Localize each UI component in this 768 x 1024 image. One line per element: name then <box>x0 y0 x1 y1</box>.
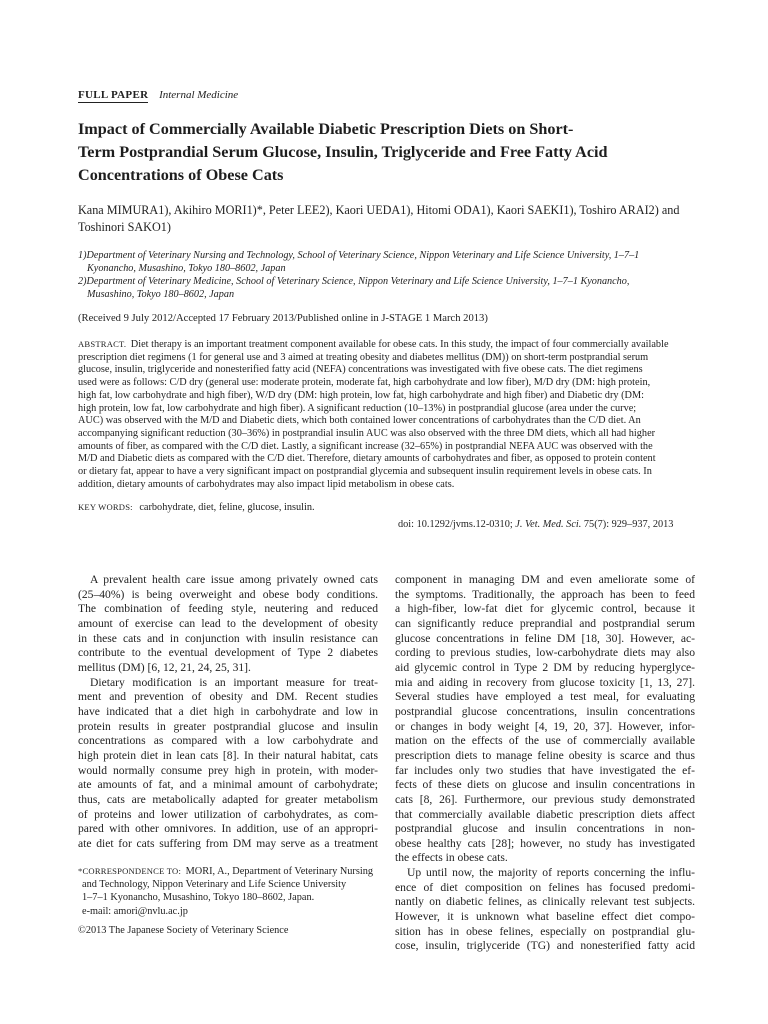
body-line: (25–40%) is being overweight and obese body conditions. <box>78 587 378 601</box>
correspondence-line: e-mail: amori@nvlu.ac.jp <box>82 905 188 917</box>
abstract-line: high fat, low carbohydrate and high fiber), W/D dry (DM: high protein, low fat, high carbohydrate and high fiber) and Diabetic dry (DM: <box>78 389 644 401</box>
body-line: ate amounts of fat, and a minimal amount of carbohydrate; <box>78 778 378 792</box>
body-column-right <box>395 573 695 954</box>
body-line: postprandial glucose concentrations, insulin concentrations <box>395 704 695 718</box>
body-line: The combination of feeding style, neutering and reduced <box>78 602 378 616</box>
body-line: the symptoms. Traditionally, the approach has been to feed <box>395 587 695 601</box>
body-line: nantly on diabetic felines, as clinically relevant test subjects. <box>395 895 695 909</box>
body-column-left <box>78 573 378 851</box>
paper-header <box>78 89 238 101</box>
doi-citation <box>398 519 673 530</box>
body-line: or changes in body weight [4, 19, 20, 37]. However, infor- <box>395 719 695 733</box>
keywords <box>78 502 315 513</box>
abstract-line: AUC) was observed with the M/D and Diabetic diets, which both contained lower concentrations of carbohydrates than the C/D diet. An <box>78 415 641 427</box>
body-line: mation on the effects of the use of commercially available <box>395 734 695 748</box>
affiliation-line: Kyonancho, Musashino, Tokyo 180–8602, Japan <box>87 263 286 274</box>
abstract-line: prescription diet regimens (1 for general use and 3 aimed at treating obesity and diabetes mellitus (DM)) on short-term postprandial serum <box>78 351 649 363</box>
body-line: aid glycemic control in Type 2 DM by reducing hyperglyce- <box>395 660 695 674</box>
doi-prefix: doi: 10.1292/jvms.12-0310; <box>398 519 516 530</box>
affiliations <box>78 249 688 301</box>
body-line: mia and aiding in recovery from glucose toxicity [1, 13, 27]. <box>395 675 695 689</box>
body-line: postprandial glucose and insulin concentrations in non- <box>395 822 695 836</box>
title-line: Concentrations of Obese Cats <box>78 166 284 184</box>
copyright: ©2013 The Japanese Society of Veterinary Science <box>78 925 289 936</box>
section-label: FULL PAPER <box>78 89 149 101</box>
body-line: cording to previous studies, low-carbohydrate diets may also <box>395 646 695 660</box>
body-line: have indicated that a diet high in carbohydrate and low in <box>78 704 378 718</box>
body-line: mellitus (DM) [6, 12, 21, 24, 25, 31]. <box>78 660 251 674</box>
category-label: Internal Medicine <box>159 89 239 101</box>
affiliation-line: 1)Department of Veterinary Nursing and Technology, School of Veterinary Science, Nippon Veterinary and Life Science University, 1–7–1 <box>78 250 640 261</box>
body-line: Several studies have employed a test meal, for evaluating <box>395 690 695 704</box>
affiliation-line: 2)Department of Veterinary Medicine, School of Veterinary Science, Nippon Veterinary and Life Science University, 1–7–1 Kyonancho, <box>78 276 630 287</box>
doi-suffix: 75(7): 929–937, 2013 <box>581 519 674 530</box>
body-line: can significantly reduce preprandial and postprandial serum <box>395 616 695 630</box>
body-line: sition has in obese felines, especially on postprandial glu- <box>395 924 695 938</box>
body-line: that commercially available diabetic prescription diets affect <box>395 807 695 821</box>
body-line: Dietary modification is an important measure for treat- <box>90 675 378 689</box>
abstract-line: used were as follows: C/D dry (general use: moderate protein, moderate fat, high carbohydrate and low fiber), M/D dry (DM: high protein, <box>78 377 651 389</box>
paper-title <box>78 118 688 187</box>
abstract-line: addition, dietary amounts of carbohydrates may also impact lipid metabolism in obese cats. <box>78 478 455 490</box>
body-line: prescription diets to manage feline obesity is scarce and thus <box>395 748 695 762</box>
body-line: of proteins and lower utilization of carbohydrates, as com- <box>78 807 378 821</box>
abstract <box>78 338 690 491</box>
body-line: ment and prevention of obesity and DM. Recent studies <box>78 690 378 704</box>
body-line: a high-fiber, low-fat diet for glycemic control, because it <box>395 602 695 616</box>
body-line: amount of exercise can lead to the development of obesity <box>78 616 378 630</box>
received-dates: (Received 9 July 2012/Accepted 17 February 2013/Published online in J-STAGE 1 March 2013) <box>78 313 488 324</box>
title-line: Impact of Commercially Available Diabetic Prescription Diets on Short- <box>78 120 574 138</box>
body-line: glucose concentrations in feline DM [18, 30]. However, ac- <box>395 631 695 645</box>
body-line: ence of diet composition on felines has focused predomi- <box>395 880 695 894</box>
journal-name: J. Vet. Med. Sci. <box>515 519 582 530</box>
body-line: concentrations as compared with a low carbohydrate and <box>78 734 378 748</box>
author-list <box>78 202 688 236</box>
body-line: thus, cats are metabolically adapted for greater metabolism <box>78 792 378 806</box>
body-line: contribute to the eventual development of Type 2 diabetes <box>78 646 378 660</box>
abstract-line: high protein, low fat, low carbohydrate and high fiber). A significant reduction (10–13%) in postprandial glucose (area under the curve; <box>78 402 637 414</box>
body-line: Up until now, the majority of reports concerning the influ- <box>407 866 695 880</box>
keywords-label: KEY WORDS: <box>78 502 133 512</box>
correspondence <box>78 865 388 918</box>
body-line: pared with other omnivores. In addition, use of an appropri- <box>78 822 378 836</box>
correspondence-label: *CORRESPONDENCE TO: <box>78 866 182 876</box>
author-line: Toshinori SAKO1) <box>78 220 171 234</box>
abstract-line: amounts of fiber, as compared with the C/D diet. Lastly, a significant increase (32–65%) in postprandial NEFA AUC was observed with the <box>78 440 653 452</box>
correspondence-line: 1–7–1 Kyonancho, Musashino, Tokyo 180–8602, Japan. <box>82 892 315 904</box>
body-line: A prevalent health care issue among privately owned cats <box>90 573 378 586</box>
body-line: cats [8, 26]. Furthermore, our previous study demonstrated <box>395 792 695 806</box>
correspondence-line: MORI, A., Department of Veterinary Nursing <box>185 866 374 877</box>
body-line: component in managing DM and even ameliorate some of <box>395 573 695 586</box>
title-line: Term Postprandial Serum Glucose, Insulin, Triglyceride and Free Fatty Acid <box>78 143 608 161</box>
body-line: protein results in greater postprandial glucose and insulin <box>78 719 378 733</box>
correspondence-line: and Technology, Nippon Veterinary and Life Science University <box>82 879 347 891</box>
abstract-line: accompanying significant reduction (30–36%) in postprandial insulin AUC was also observed with the three DM diets, which all had higher <box>78 427 656 439</box>
affiliation-line: Musashino, Tokyo 180–8602, Japan <box>87 289 235 300</box>
abstract-line: or dietary fat, appear to have a very significant impact on postprandial glycemia and subsequent insulin requirement levels in obese cats. In <box>78 466 652 478</box>
body-line: obese healthy cats [28]; however, no study has investigated <box>395 836 695 850</box>
body-line: in these cats and in conjunction with insulin resistance can <box>78 631 378 645</box>
author-line: Kana MIMURA1), Akihiro MORI1)*, Peter LEE2), Kaori UEDA1), Hitomi ODA1), Kaori SAEKI1), Toshiro ARAI2) and <box>78 203 680 217</box>
body-line: the effects in obese cats. <box>395 851 508 865</box>
keywords-text: carbohydrate, diet, feline, glucose, insulin. <box>139 502 315 513</box>
abstract-label: ABSTRACT. <box>78 339 127 349</box>
body-line: high protein diet in lean cats [8]. In their natural habitat, cats <box>78 748 378 762</box>
abstract-line: glucose, insulin, triglyceride and nonesterified fatty acid (NEFA) concentrations was investigated with five obese cats. The diet regimens <box>78 364 643 376</box>
body-line: would normally consume prey high in protein, with moder- <box>78 763 378 777</box>
body-line: fects of these diets on glucose and insulin concentrations in <box>395 778 695 792</box>
abstract-line: M/D and Diabetic diets as compared with the C/D diet. Therefore, dietary amounts of carbohydrates and fiber, as opposed to protein content <box>78 453 656 465</box>
abstract-line: Diet therapy is an important treatment component available for obese cats. In this study, the impact of four commercially available <box>130 339 669 350</box>
body-line: far includes only two studies that have investigated the ef- <box>395 763 695 777</box>
body-line: ate diet for cats suffering from DM may serve as a treatment <box>78 836 378 850</box>
body-line: cose, insulin, triglyceride (TG) and nonesterified fatty acid <box>395 939 695 953</box>
body-line: However, it is unknown what baseline effect diet compo- <box>395 910 695 924</box>
